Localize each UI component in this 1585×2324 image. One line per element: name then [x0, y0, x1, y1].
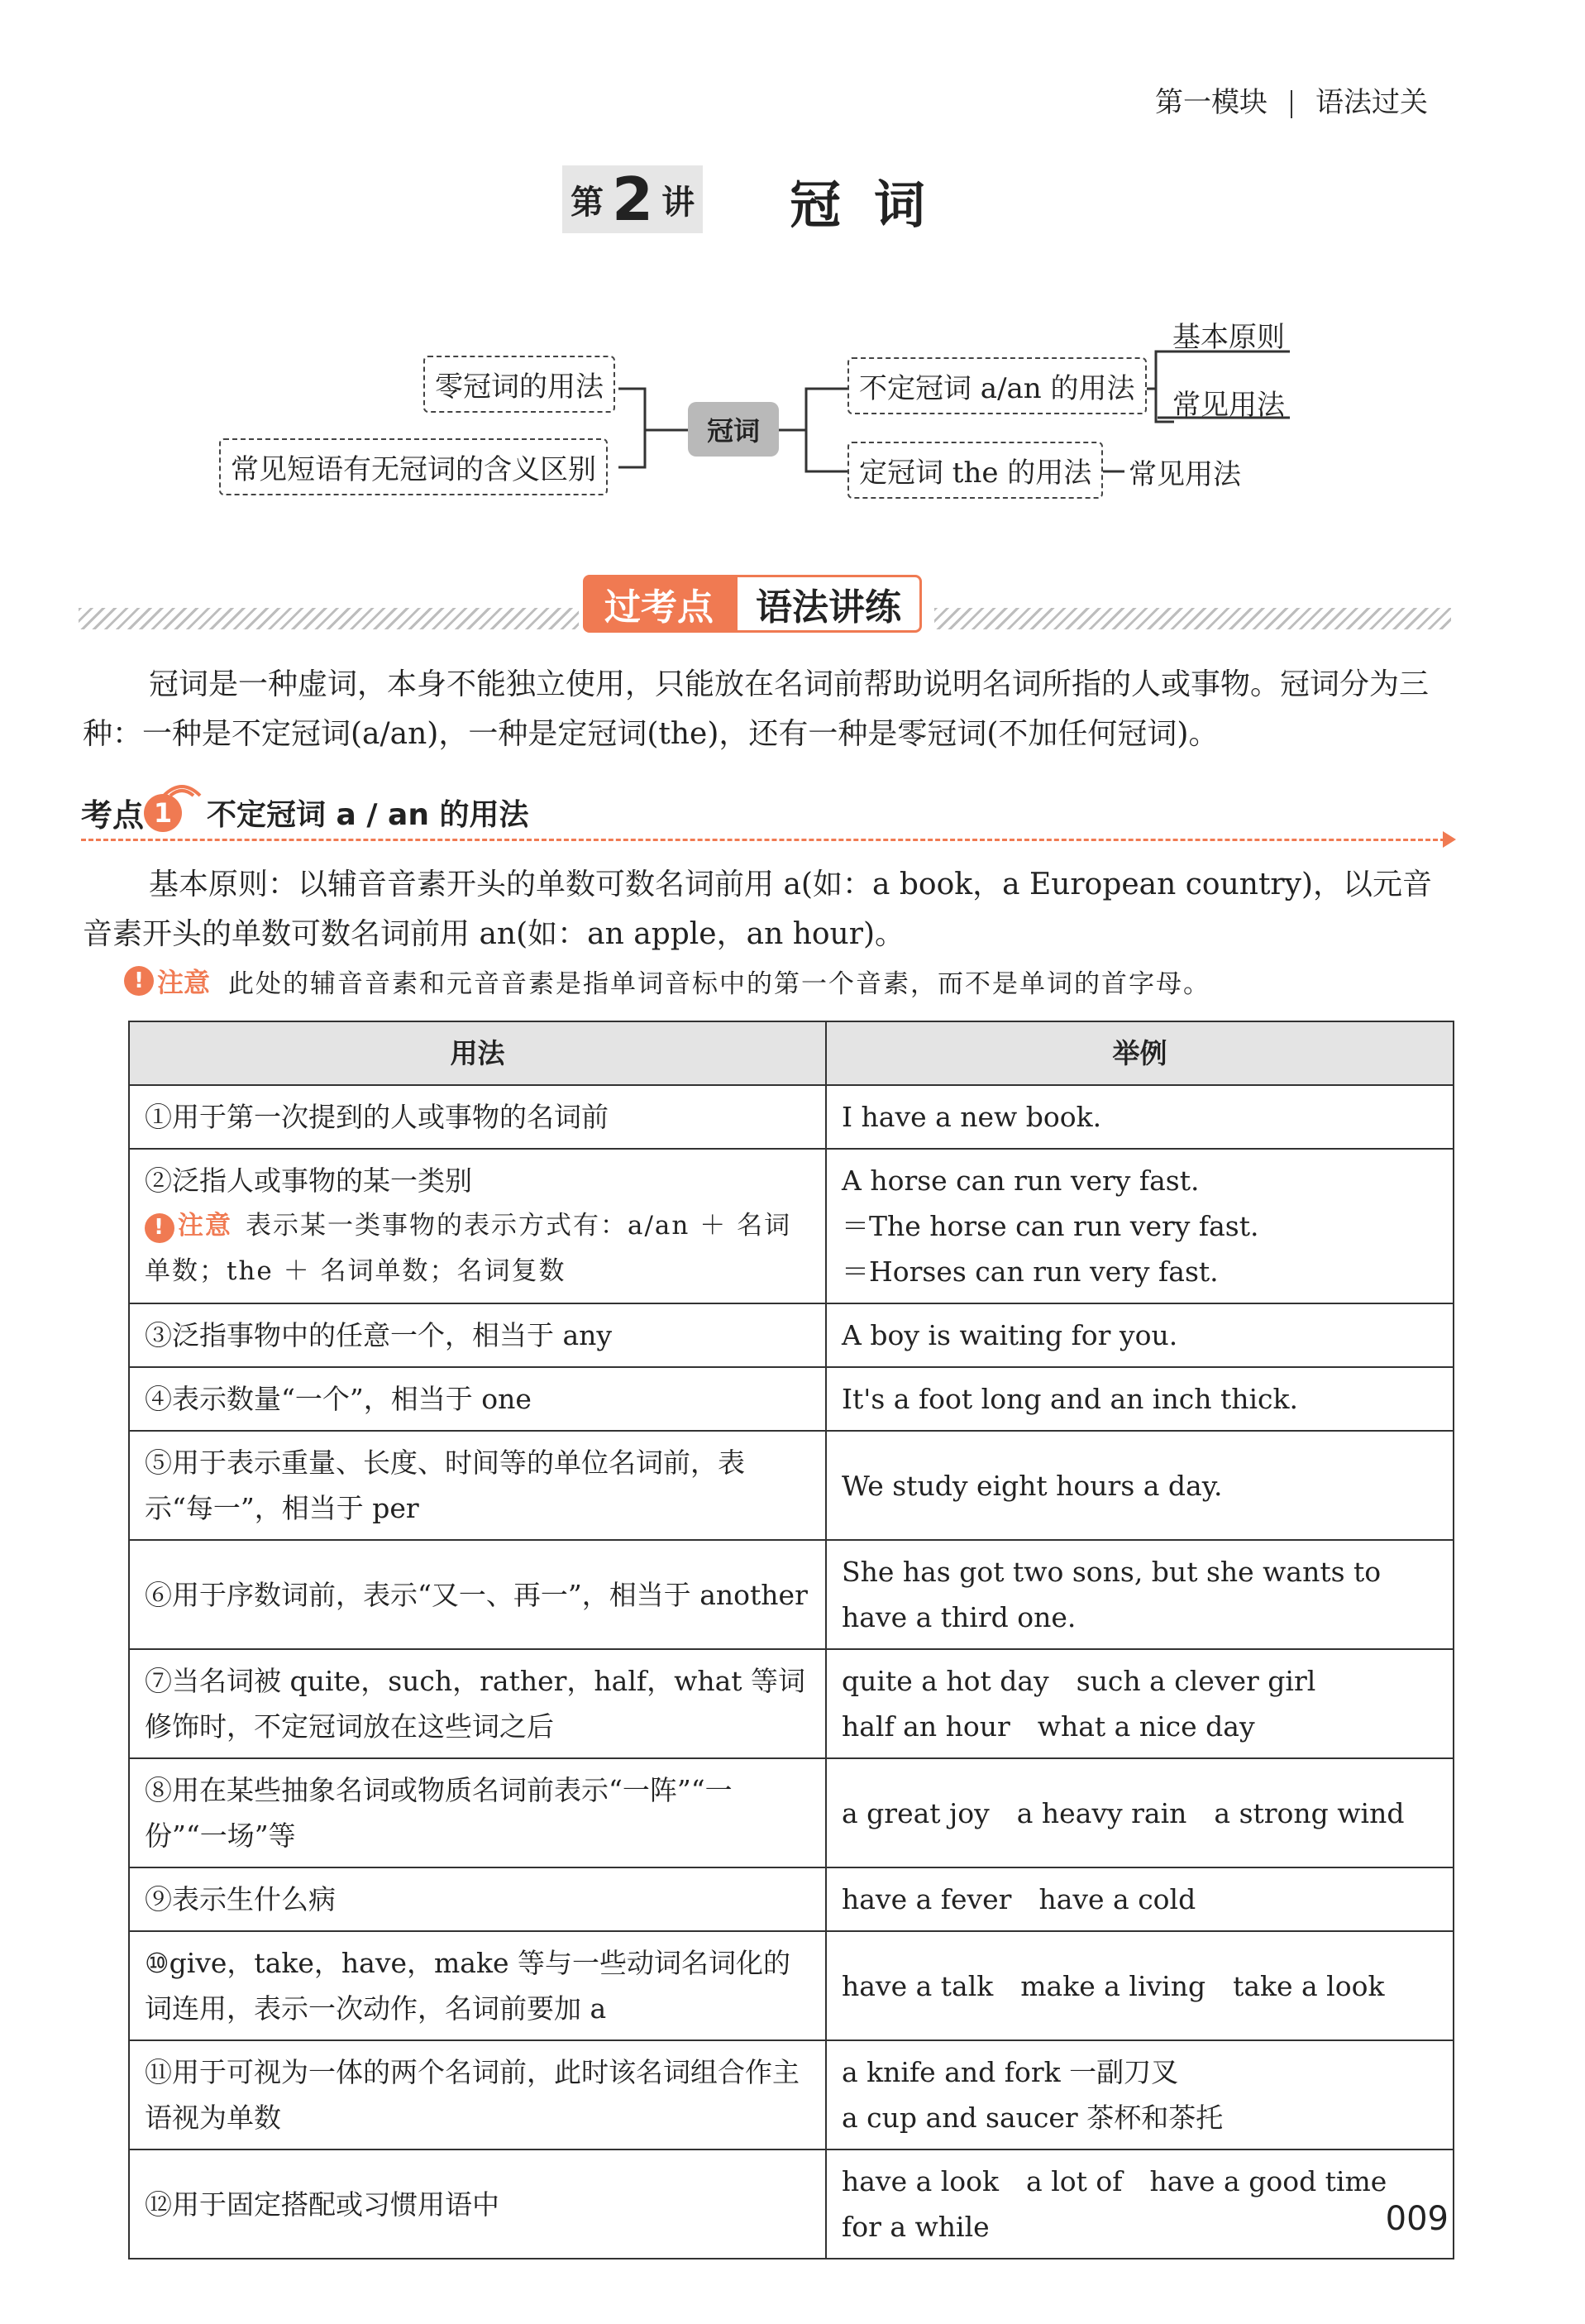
- lesson-suffix: 讲: [661, 183, 695, 222]
- table-row: [129, 1540, 1454, 1649]
- usage-cell: ⑤用于表示重量、长度、时间等的单位名词前，表示“每一”，相当于 per: [129, 1431, 826, 1540]
- usage-cell: ⑪用于可视为一体的两个名词前，此时该名词组合作主语视为单数: [129, 2040, 826, 2149]
- banner-right-label: 语法讲练: [735, 575, 922, 633]
- example-cell: [826, 1867, 1454, 1931]
- example-cell: [826, 1540, 1454, 1649]
- table-row: [129, 1867, 1454, 1931]
- kaodian-underline: [81, 839, 1445, 841]
- example-line: We study eight hours a day.: [842, 1469, 1223, 1502]
- arrow-right-icon: [1443, 831, 1456, 848]
- usage-cell: ③泛指事物中的任意一个，相当于 any: [129, 1303, 826, 1367]
- example-line: for a while: [842, 2211, 990, 2243]
- table-row: [129, 1758, 1454, 1867]
- usage-text: ②泛指人或事物的某一类别: [145, 1164, 472, 1197]
- banner-stripe-right: [934, 608, 1451, 629]
- usage-cell: ⑥用于序数词前，表示“又一、再一”，相当于 another: [129, 1540, 826, 1649]
- example-cell: [826, 1085, 1454, 1149]
- example-line: quite a hot day such a clever girl: [842, 1665, 1316, 1697]
- section-banner: [583, 575, 922, 633]
- kaodian-title: 不定冠词 a / an 的用法: [207, 798, 529, 832]
- usage-cell: ⑦当名词被 quite，such，rather，half，what 等词修饰时，不定冠词放在这些词之后: [129, 1649, 826, 1758]
- note-label: 注意: [157, 967, 211, 998]
- mindmap-zero-article: 零冠词的用法: [423, 356, 615, 413]
- exclamation-icon: !: [145, 1213, 174, 1243]
- example-cell: [826, 1758, 1454, 1867]
- mindmap-common-usage-a: 常见用法: [1172, 389, 1285, 422]
- kaodian-number: 1: [144, 794, 182, 832]
- example-cell: [826, 1367, 1454, 1431]
- example-line: It's a foot long and an inch thick.: [842, 1383, 1298, 1415]
- left-bracket: [618, 389, 645, 467]
- usage-cell: [129, 1149, 826, 1303]
- example-line: A boy is waiting for you.: [842, 1319, 1178, 1351]
- example-cell: [826, 2040, 1454, 2149]
- table-row: [129, 1085, 1454, 1149]
- mindmap-phrase-difference: 常见短语有无冠词的含义区别: [219, 438, 608, 495]
- table-row: [129, 2149, 1454, 2259]
- banner-stripe-left: [79, 608, 579, 629]
- usage-note-text: 表示某一类事物的表示方式有：a/an ＋ 名词单数；the ＋ 名词单数；名词复数: [145, 1211, 792, 1286]
- kaodian-label: 考点: [81, 797, 145, 834]
- table-row: [129, 2040, 1454, 2149]
- table-row: [129, 1649, 1454, 1758]
- example-line: a great joy a heavy rain a strong wind: [842, 1796, 1405, 1829]
- mindmap-basic-principle: 基本原则: [1172, 321, 1285, 354]
- page-number: 009: [1385, 2200, 1449, 2238]
- right-bracket: [806, 389, 847, 471]
- note-line: [124, 962, 1210, 1000]
- usage-cell: ①用于第一次提到的人或事物的名词前: [129, 1085, 826, 1149]
- right-a-bracket: [1156, 351, 1174, 422]
- banner-left-label: 过考点: [583, 575, 735, 633]
- example-line: I have a new book.: [842, 1101, 1102, 1133]
- basic-rule-paragraph: 基本原则：以辅音音素开头的单数可数名词前用 a(如：a book，a European country)，以元音音素开头的单数可数名词前用 an(如：an apple，an hour)。: [83, 868, 1433, 951]
- intro-paragraph: 冠词是一种虚词，本身不能独立使用，只能放在名词前帮助说明名词所指的人或事物。冠词分为三种：一种是不定冠词(a/an)，一种是定冠词(the)，还有一种是零冠词(不加任何冠词)。: [83, 667, 1430, 751]
- table-row: [129, 1367, 1454, 1431]
- mindmap-common-usage-the: 常见用法: [1129, 458, 1241, 491]
- lesson-number: 2: [612, 165, 654, 234]
- mindmap-center-node: 冠词: [688, 402, 779, 457]
- usage-cell: ⑨表示生什么病: [129, 1867, 826, 1931]
- lesson-prefix: 第: [571, 183, 604, 222]
- example-line: have a look a lot of have a good time: [842, 2165, 1387, 2197]
- section-label: 语法过关: [1315, 86, 1428, 119]
- header-example: 举例: [826, 1021, 1454, 1085]
- mindmap-definite-article: 定冠词 the 的用法: [847, 442, 1103, 499]
- usage-cell: ④表示数量“一个”，相当于 one: [129, 1367, 826, 1431]
- example-line: have a talk make a living take a look: [842, 1969, 1385, 2002]
- example-line: half an hour what a nice day: [842, 1710, 1255, 1743]
- example-line: ＝Horses can run very fast.: [842, 1255, 1219, 1288]
- example-line: have a fever have a cold: [842, 1883, 1196, 1915]
- table-header-row: [129, 1021, 1454, 1085]
- example-line: a cup and saucer 茶杯和茶托: [842, 2102, 1224, 2134]
- module-label: 第一模块: [1155, 86, 1268, 119]
- table-row: [129, 1149, 1454, 1303]
- header-usage: 用法: [129, 1021, 826, 1085]
- usage-note: [145, 1203, 810, 1294]
- exclamation-icon: !: [124, 966, 154, 996]
- usage-cell: ⑧用在某些抽象名词或物质名词前表示“一阵”“一份”“一场”等: [129, 1758, 826, 1867]
- usage-table: [128, 1021, 1454, 2259]
- example-line: a knife and fork 一副刀叉: [842, 2056, 1179, 2088]
- usage-cell: ⑩give，take，have，make 等与一些动词名词化的词连用，表示一次动作，名词前要加 a: [129, 1931, 826, 2040]
- table-row: [129, 1931, 1454, 2040]
- usage-cell: ⑫用于固定搭配或习惯用语中: [129, 2149, 826, 2259]
- usage-note-label: 注意: [178, 1211, 232, 1241]
- example-cell: [826, 2149, 1454, 2259]
- example-cell: [826, 1431, 1454, 1540]
- page-title: 冠词: [790, 175, 959, 235]
- example-cell: [826, 1931, 1454, 2040]
- kaodian-heading: [81, 790, 529, 835]
- example-cell: [826, 1303, 1454, 1367]
- example-cell: [826, 1149, 1454, 1303]
- example-line: She has got two sons, but she wants to have a third one.: [842, 1556, 1382, 1633]
- wifi-icon: [157, 774, 207, 799]
- example-line: A horse can run very fast.: [842, 1164, 1200, 1197]
- example-line: ＝The horse can run very fast.: [842, 1210, 1259, 1242]
- mindmap-indefinite-article: 不定冠词 a/an 的用法: [847, 357, 1147, 414]
- example-cell: [826, 1649, 1454, 1758]
- table-row: [129, 1303, 1454, 1367]
- note-text: 此处的辅音音素和元音音素是指单词音标中的第一个音素，而不是单词的首字母。: [228, 968, 1211, 999]
- table-row: [129, 1431, 1454, 1540]
